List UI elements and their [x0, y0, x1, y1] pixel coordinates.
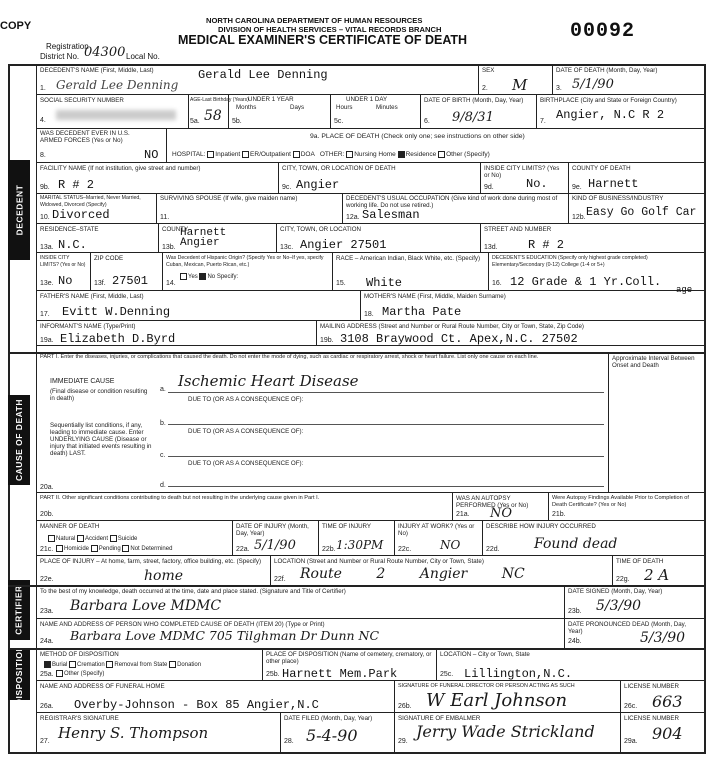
vd-street [480, 223, 481, 252]
ssn-redacted [56, 110, 176, 120]
label-doi: DATE OF INJURY (Month, Day, Year) [236, 523, 309, 537]
district-number: 04300 [84, 45, 126, 60]
vd-dob [420, 94, 421, 128]
num-29a: 29a. [624, 738, 638, 745]
num-15: 15. [336, 280, 346, 287]
line-d [168, 486, 604, 487]
birthplace-value: Angier, N.C R 2 [556, 108, 665, 122]
num-24a: 24a. [40, 638, 54, 645]
me-name-value: Barbara Love MDMC 705 Tilghman Dr Dunn NC [70, 628, 380, 643]
num-13d: 13d. [484, 244, 498, 251]
num-5b: 5b. [232, 118, 242, 125]
county-death-value: Harnett [588, 177, 639, 191]
num-9c: 9c. [282, 184, 292, 191]
num-26c: 26c. [624, 703, 638, 710]
vd-datefiled [280, 712, 281, 752]
agency-line-1: NORTH CAROLINA DEPARTMENT OF HUMAN RESOURCES [206, 16, 423, 25]
label-sequential: Sequentially list conditions, if any, leading to immediate cause. Enter UNDERLYING CAUSE (Disease or injury that initiated events resulting in death) LAST. [50, 422, 152, 457]
label-education: DECEDENT'S EDUCATION (Specify only highest grade completed) Elementary/Secondary (0-12) College (1-4 or 5+) [492, 255, 648, 268]
rule-r5 [36, 223, 704, 224]
hispanic-options: Yes No Specify: [180, 273, 238, 281]
label-minutes: Minutes [376, 104, 398, 111]
label-dob: DATE OF BIRTH (Month, Day, Year) [424, 97, 524, 104]
rule-me [36, 618, 704, 619]
side-decedent: DECEDENT [8, 160, 30, 260]
label-place: 9a. PLACE OF DEATH (Check only one; see instructions on other side) [310, 133, 525, 140]
num-21a: 21a. [456, 511, 470, 518]
label-sex: SEX [482, 67, 495, 74]
num-25c: 25c. [440, 671, 454, 678]
label-hours: Hours [336, 104, 353, 111]
vd-location [270, 555, 271, 585]
label-interval: Approximate Interval Between Onset and Death [612, 355, 695, 369]
label-method: METHOD OF DISPOSITION [40, 651, 119, 658]
side-disposition: DISPOSITION [8, 650, 30, 700]
location-value: Route 2 Angier NC [300, 566, 525, 582]
label-immediate-sub: (Final disease or condition resulting in death) [50, 388, 148, 402]
race-value: White [366, 276, 403, 290]
label-county: COUNTY [162, 226, 189, 233]
num-13a: 13a. [40, 244, 54, 251]
label-date-signed: DATE SIGNED (Month, Day, Year) [568, 588, 663, 595]
num-23a: 23a. [40, 608, 54, 615]
num-b: b. [160, 420, 166, 427]
num-5a: 5a. [190, 118, 200, 125]
label-birthplace: BIRTHPLACE (City and State or Foreign Country) [540, 97, 677, 104]
vd-age [188, 94, 189, 128]
rule-registrar [36, 712, 704, 713]
vd-toi [318, 520, 319, 555]
num-1: 1. [40, 85, 46, 92]
label-tod: TIME OF DEATH [616, 558, 664, 565]
line-b [168, 424, 604, 425]
decedent-name: Gerald Lee Denning [198, 68, 328, 82]
business-value: Easy Go Golf Car [586, 206, 697, 219]
label-armed: WAS DECEDENT EVER IN U.S. ARMED FORCES (Yes or No) [40, 130, 130, 144]
mother-value: Martha Pate [382, 305, 462, 319]
rule-certifier-top [8, 585, 706, 587]
city-value: Angier [296, 178, 340, 192]
due-to-3: DUE TO (OR AS A CONSEQUENCE OF): [188, 460, 304, 467]
num-8: 8. [40, 152, 46, 159]
vd-u1d [330, 94, 331, 128]
vd-sex [478, 64, 479, 94]
district-label: District No. [40, 52, 80, 61]
side-certifier: CERTIFIER [8, 580, 30, 640]
manner-options-2: Homicide Pending Not Determined [56, 545, 172, 553]
certifier-signature: Barbara Love MDMC [70, 598, 222, 614]
place-disp-value: Harnett Mem.Park [282, 667, 398, 681]
label-marital: MARITAL STATUS–Married, Never Married, Widowed, Divorced (Specify) [40, 195, 141, 208]
label-city-loc: CITY, TOWN, OR LOCATION [280, 226, 362, 233]
vd-mother [360, 290, 361, 320]
rule-r4 [36, 193, 704, 194]
frame-bottom [8, 752, 706, 754]
num-20b: 20b. [40, 511, 54, 518]
rule-r3 [36, 162, 704, 163]
num-3: 3. [556, 85, 562, 92]
label-place-disp: PLACE OF DISPOSITION (Name of cemetery, crematory, or other place) [266, 651, 432, 665]
num-22b: 22b. [322, 546, 336, 553]
vd-dod [552, 64, 553, 94]
label-autopsy: WAS AN AUTOPSY PERFORMED (Yes or No) [456, 495, 529, 509]
num-9b: 9b. [40, 184, 50, 191]
vd-race [332, 252, 333, 290]
num-22e: 22e. [40, 576, 54, 583]
label-business: KIND OF BUSINESS/INDUSTRY [572, 195, 664, 202]
label-county-death: COUNTY OF DEATH [572, 165, 631, 172]
armed-value: NO [144, 148, 159, 162]
vd-placedisp [262, 648, 263, 680]
location-disp-value: Lillington,N.C. [464, 667, 573, 681]
label-place-injury: PLACE OF INJURY – At home, farm, street, factory, office building, etc. (Specify) [40, 558, 262, 565]
label-facility: FACILITY NAME (If not institution, give street and number) [40, 165, 201, 172]
label-name: DECEDENT'S NAME (First, Middle, Last) [40, 67, 154, 74]
date-signed-value: 5/3/90 [596, 598, 642, 614]
vd-mailing [316, 320, 317, 345]
immediate-cause-value: Ischemic Heart Disease [178, 372, 359, 390]
num-4: 4. [40, 117, 46, 124]
num-25a: 25a. [40, 671, 54, 678]
label-street: STREET AND NUMBER [484, 226, 552, 233]
label-race: RACE – American Indian, Black White, etc. (Specify) [336, 255, 481, 262]
vd-bus [568, 193, 569, 223]
label-days: Days [290, 104, 305, 111]
label-mailing: MAILING ADDRESS (Street and Number or Rural Route Number, City or Town, State, Zip Code) [320, 323, 584, 330]
funeral-value: Overby-Johnson - Box 85 Angier,N.C [74, 698, 319, 712]
num-14: 14. [166, 280, 176, 287]
education-value: 12 Grade & 1 Yr.Coll. [510, 275, 662, 289]
num-13b: 13b. [162, 244, 176, 251]
label-informant: INFORMANT'S NAME (Type/Print) [40, 323, 136, 330]
rule-disp-top [8, 648, 706, 650]
num-9d: 9d. [484, 184, 494, 191]
num-24b: 24b. [568, 638, 582, 645]
label-occupation: DECEDENT'S USUAL OCCUPATION (Give kind of work done during most of working life. Do not use retired.) [346, 195, 558, 209]
label-part1: PART I. Enter the diseases, injuries, or complications that caused the death. Do not enter the mode of dying, such as cardiac or respiratory arrest, shock or heart failure. List only one cause on each line. [40, 354, 539, 360]
label-inside-city-2: INSIDE CITY LIMITS? (Yes or No) [40, 255, 86, 268]
toi-value: 1:30PM [336, 538, 384, 552]
registrar-signature: Henry S. Thompson [58, 724, 209, 742]
date-filed-value: 5-4-90 [306, 726, 358, 745]
mailing-value: 3108 Braywood Ct. Apex,N.C. 27502 [340, 332, 578, 346]
doi-value: 5/1/90 [254, 538, 296, 553]
label-registrar: REGISTRAR'S SIGNATURE [40, 715, 119, 722]
place-injury-value: home [144, 568, 184, 584]
vd-datesigned [564, 585, 565, 648]
label-res-state: RESIDENCE–STATE [40, 226, 99, 233]
agency-line-2: DIVISION OF HEALTH SERVICES – VITAL RECORDS BRANCH [218, 25, 442, 34]
label-father: FATHER'S NAME (First, Middle, Last) [40, 293, 144, 300]
vd-spouse [156, 193, 157, 223]
num-26b: 26b. [398, 703, 412, 710]
res-county-value: Harnett Angier [180, 227, 227, 249]
vd-birth [536, 94, 537, 128]
certificate-number: 00092 [570, 20, 636, 43]
vd-describe [482, 520, 483, 555]
num-22c: 22c. [398, 546, 412, 553]
tod-value: 2 A [644, 566, 670, 584]
res-city-value: Angier 27501 [300, 238, 387, 252]
occupation-value: Salesman [362, 208, 420, 222]
vd-county [568, 162, 569, 193]
num-7: 7. [540, 118, 546, 125]
num-21b: 21b. [552, 511, 566, 518]
vd-autopsy [452, 492, 453, 520]
sex-value: M [512, 76, 528, 94]
license-2-value: 904 [652, 724, 683, 743]
vd-city [278, 162, 279, 193]
num-22a: 22a. [236, 546, 250, 553]
label-months: Months [236, 104, 257, 111]
rule-r8 [36, 320, 704, 321]
label-mother: MOTHER'S NAME (First, Middle, Maiden Surname) [364, 293, 506, 300]
label-location: LOCATION (Street and Number or Rural Route Number, City or Town, State) [274, 558, 484, 565]
label-certify: To the best of my knowledge, death occurred at the time, date and place stated. (Signature and Title of Certifier) [40, 588, 346, 595]
label-license-1: LICENSE NUMBER [624, 683, 680, 690]
line-a [168, 392, 604, 393]
num-9e: 9e. [572, 184, 582, 191]
marital-value: Divorced [52, 208, 110, 222]
zip-value: 27501 [112, 274, 149, 288]
method-options-2: Other (Specify) [56, 670, 104, 678]
vd-doi [232, 520, 233, 555]
label-at-work: INJURY AT WORK? (Yes or No) [398, 523, 475, 537]
rule-manner [36, 520, 704, 521]
rule-r6 [36, 252, 704, 253]
num-19b: 19b. [320, 337, 334, 344]
due-to-1: DUE TO (OR AS A CONSEQUENCE OF): [188, 396, 304, 403]
vd-inside [480, 162, 481, 193]
at-work-value: NO [440, 538, 461, 552]
num-26a: 26a. [40, 703, 54, 710]
dob-value: 9/8/31 [452, 110, 494, 125]
vd-zip [90, 252, 91, 290]
method-options-1: Burial Cremation Removal from State Donation [44, 661, 201, 669]
label-city: CITY, TOWN, OR LOCATION OF DEATH [282, 165, 396, 172]
num-c: c. [160, 452, 166, 459]
frame-top [8, 64, 706, 66]
vd-cityloc [276, 223, 277, 252]
education-note: age [676, 285, 693, 295]
vd-locdisp [436, 648, 437, 680]
name-signature: Gerald Lee Denning [56, 78, 179, 92]
num-6: 6. [424, 118, 430, 125]
num-11: 11. [160, 214, 170, 221]
num-23b: 23b. [568, 608, 582, 615]
num-12b: 12b. [572, 214, 586, 221]
num-a: a. [160, 386, 166, 393]
label-me-name: NAME AND ADDRESS OF PERSON WHO COMPLETED CAUSE OF DEATH (ITEM 20) (Type or Print) [40, 621, 325, 628]
label-age: AGE-Last Birthday (Years) [190, 97, 249, 103]
vd-edu [488, 252, 489, 290]
label-date-filed: DATE FILED (Month, Day, Year) [284, 715, 373, 722]
due-to-2: DUE TO (OR AS A CONSEQUENCE OF): [188, 428, 304, 435]
res-state-value: N.C. [58, 238, 87, 252]
vd-license [620, 680, 621, 752]
inside-city-value: No. [526, 177, 548, 191]
num-17: 17. [40, 311, 50, 318]
num-18: 18. [364, 311, 374, 318]
label-immediate: IMMEDIATE CAUSE [50, 378, 115, 385]
num-25b: 25b. [266, 671, 280, 678]
hospital-options: HOSPITAL: Inpatient ER/Outpatient DOA OTHER: Nursing Home Residence Other (Specify) [172, 151, 490, 159]
age-value: 58 [204, 108, 222, 124]
label-fd-sig: SIGNATURE OF FUNERAL DIRECTOR OR PERSON ACTING AS SUCH [398, 683, 575, 689]
date-pronounced-value: 5/3/90 [640, 630, 686, 646]
label-location-disp: LOCATION – City or Town, State [440, 651, 530, 658]
line-c [168, 456, 604, 457]
num-22g: 22g. [616, 576, 630, 583]
rule-r2 [36, 128, 704, 129]
num-12a: 12a. [346, 214, 360, 221]
autopsy-value: NO [490, 506, 513, 521]
vd-fdsig [394, 680, 395, 752]
manner-options-1: Natural Accident Suicide [48, 535, 137, 543]
vd-armed [166, 128, 167, 162]
num-16: 16. [492, 280, 502, 287]
label-inside-city: INSIDE CITY LIMITS? (Yes or No) [484, 165, 560, 179]
registration-label: Registration [46, 42, 89, 51]
informant-value: Elizabeth D.Byrd [60, 332, 176, 346]
num-27: 27. [40, 738, 50, 745]
label-under1d: UNDER 1 DAY [346, 96, 388, 103]
side-divider [36, 64, 37, 754]
vd-hisp [162, 252, 163, 290]
label-embalmer: SIGNATURE OF EMBALMER [398, 715, 481, 722]
label-describe: DESCRIBE HOW INJURY OCCURRED [486, 523, 596, 530]
num-22d: 22d. [486, 546, 500, 553]
num-10: 10. [40, 214, 50, 221]
facility-value: R # 2 [58, 178, 95, 192]
label-toi: TIME OF INJURY [322, 523, 372, 530]
num-19a: 19a. [40, 337, 54, 344]
vd-county2 [158, 223, 159, 252]
vd-occ [342, 193, 343, 223]
vd-interval [608, 352, 609, 492]
side-cause: CAUSE OF DEATH [8, 395, 30, 485]
license-1-value: 663 [652, 692, 683, 711]
label-dod: DATE OF DEATH (Month, Day, Year) [556, 67, 658, 74]
fd-signature: W Earl Johnson [426, 690, 568, 711]
num-28: 28. [284, 738, 294, 745]
num-21c: 21c. [40, 546, 54, 553]
label-spouse: SURVIVING SPOUSE (If wife, give maiden name) [160, 195, 298, 202]
vd-autopsy2 [548, 492, 549, 520]
num-13f: 13f. [94, 280, 106, 287]
label-funeral: NAME AND ADDRESS OF FUNERAL HOME [40, 683, 165, 690]
describe-value: Found dead [534, 536, 618, 552]
label-ssn: SOCIAL SECURITY NUMBER [40, 97, 124, 104]
rule-r7 [36, 290, 704, 291]
label-license-2: LICENSE NUMBER [624, 715, 680, 722]
num-13c: 13c. [280, 244, 294, 251]
num-20a: 20a. [40, 484, 54, 491]
rule-place-injury [36, 555, 704, 556]
num-d: d. [160, 482, 166, 489]
frame-right [704, 64, 706, 754]
vd-atwork [394, 520, 395, 555]
label-zip: ZIP CODE [94, 255, 124, 262]
num-13e: 13e. [40, 280, 54, 287]
copy-stamp: COPY [0, 20, 32, 32]
num-22f: 22f. [274, 576, 286, 583]
street-value: R # 2 [528, 238, 565, 252]
vd-tod [612, 555, 613, 585]
num-2: 2. [482, 85, 488, 92]
label-under1y: UNDER 1 YEAR [248, 96, 294, 103]
rule-part2 [36, 492, 704, 493]
label-hispanic: Was Decedent of Hispanic Origin? (Specify Yes or No–If yes, specify Cuban, Mexican, Puerto Rican, etc.) [166, 255, 324, 268]
embalmer-signature: Jerry Wade Strickland [416, 722, 595, 741]
inside-city-2-value: No [58, 274, 73, 288]
label-manner: MANNER OF DEATH [40, 523, 100, 530]
local-label: Local No. [126, 52, 160, 61]
label-autopsy-avail: Were Autopsy Findings Available Prior to Completion of Death Certificate? (Yes or No) [552, 495, 689, 508]
label-date-pronounced: DATE PRONOUNCED DEAD (Month, Day, Year) [568, 621, 687, 635]
form-title: MEDICAL EXAMINER'S CERTIFICATE OF DEATH [178, 33, 468, 47]
father-value: Evitt W.Denning [62, 305, 171, 319]
rule-r1 [36, 94, 704, 95]
dod-value: 5/1/90 [572, 77, 614, 92]
label-part2: PART II. Other significant conditions contributing to death but not resulting in the underlying cause given in Part I. [40, 495, 320, 501]
num-29: 29. [398, 738, 408, 745]
num-5c: 5c. [334, 118, 344, 125]
